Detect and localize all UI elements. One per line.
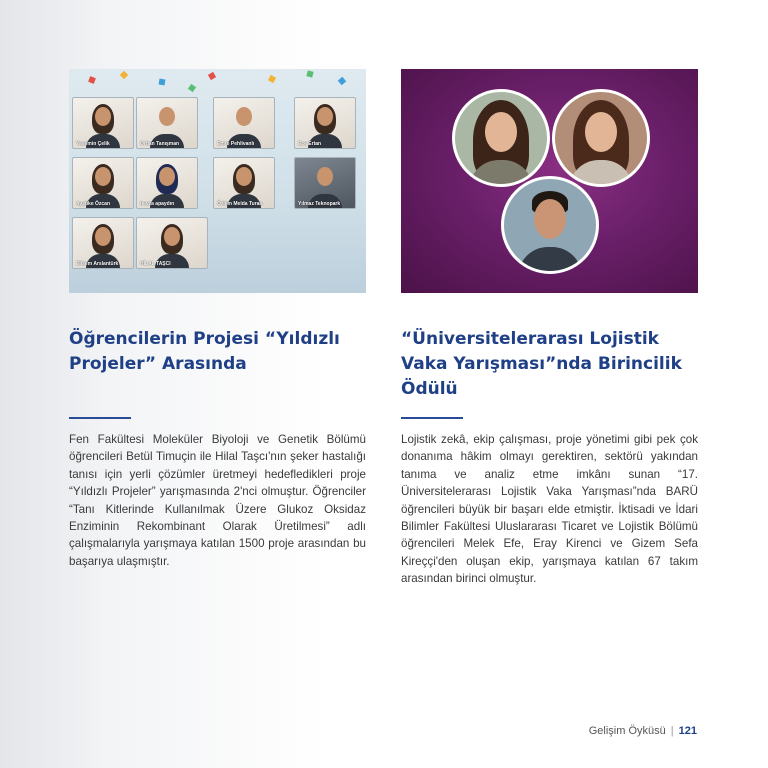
footer-separator: | (670, 725, 674, 737)
participant-name: Elisem Arslantürk (76, 261, 119, 267)
participant-tile (213, 97, 275, 149)
confetti (306, 70, 313, 77)
confetti (88, 76, 96, 84)
confetti (268, 75, 276, 83)
participant-name: Ece Ertan (298, 141, 322, 147)
participant-face (95, 167, 111, 186)
page-number: 121 (678, 725, 697, 737)
participant-face (317, 107, 333, 126)
participant-face (95, 107, 111, 126)
participant-tile (213, 157, 275, 209)
portrait-face (585, 112, 617, 152)
participant-tile (294, 97, 356, 149)
participant-name: Ayşüke Özcan (76, 201, 110, 207)
participant-face (164, 227, 180, 246)
participant-face (317, 167, 333, 186)
right-article-body: Lojistik zekâ, ekip çalışması, proje yönetimi gibi pek çok donanıma hâkim olmayı gerektiren, sektörü yakından tanıma ve analiz etme imkânı sunan “17. Üniversitelerarası Lojistik Vaka Yarışması”nda BARÜ öğrencileri büyük bir başarı elde etmiştir. İktisadi ve İdari Bilimler Fakültesi Uluslararası Ticaret ve Lojistik Bölümü öğrencileri Melek Efe, Eray Kirenci ve Gizem Sefa Kireççi'den oluşan ekip, yarışmaya katılan 67 takım arasından birinci olmuştur. (401, 433, 698, 586)
participant-name: Yılmaz Teknopark (298, 201, 341, 207)
page-footer (589, 725, 697, 737)
confetti (188, 84, 196, 92)
participant-tile (72, 157, 134, 209)
confetti (120, 71, 128, 79)
participant-tile (136, 217, 208, 269)
participant-name: Emre Pehlivanlı (217, 141, 255, 147)
confetti (338, 77, 346, 85)
participant-face (159, 107, 175, 126)
left-article-body: Fen Fakültesi Moleküler Biyoloji ve Genetik Bölümü öğrencileri Betül Timuçin ile Hilal Taşcı'nın şeker hastalığı tanısı için yerli çözümler üretmeyi hedefledikleri proje “Yıldızlı Projeler” yarışmasında 2'nci olmuştur. Öğrenciler “Tanı Kitlerinde Kullanılmak Üzere Glukoz Oksidaz Enziminin Rekombinant Olarak Üretilmesi” adlı çalışmalarıyla yarışmaya katılan 1500 proje arasından bu başarıya ulaşmıştır. (69, 433, 366, 568)
students-portrait-photo (401, 69, 698, 293)
participant-tile (136, 157, 198, 209)
participant-face (95, 227, 111, 246)
confetti (208, 72, 216, 80)
participant-name: beyza apaydın (140, 201, 175, 207)
student-portrait (452, 89, 550, 187)
portrait-face (534, 199, 566, 239)
participant-name: Orhan Tanışman (140, 141, 180, 147)
left-article-title: Öğrencilerin Projesi “Yıldızlı Projeler” Arasında (69, 329, 340, 374)
participant-face (236, 167, 252, 186)
participant-face (236, 107, 252, 126)
student-portrait (552, 89, 650, 187)
participant-tile (72, 217, 134, 269)
right-article-title: “Üniversitelerarası Lojistik Vaka Yarışması”nda Birincilik Ödülü (401, 329, 682, 399)
video-conference-photo (69, 69, 366, 293)
participant-tile (136, 97, 198, 149)
participant-face (159, 167, 175, 186)
footer-section-name: Gelişim Öyküsü (588, 725, 666, 737)
participant-name: HİLAL TAŞCI (140, 261, 171, 267)
confetti (159, 79, 166, 86)
portrait-body (518, 247, 582, 274)
participant-tile (294, 157, 356, 209)
participant-name: Özlem Melda Turan (217, 201, 263, 207)
portrait-face (485, 112, 517, 152)
left-title-rule (69, 417, 131, 419)
participant-tile (72, 97, 134, 149)
right-title-rule (401, 417, 463, 419)
participant-name: Yasemin Çelik (76, 141, 110, 147)
student-portrait (501, 176, 599, 274)
